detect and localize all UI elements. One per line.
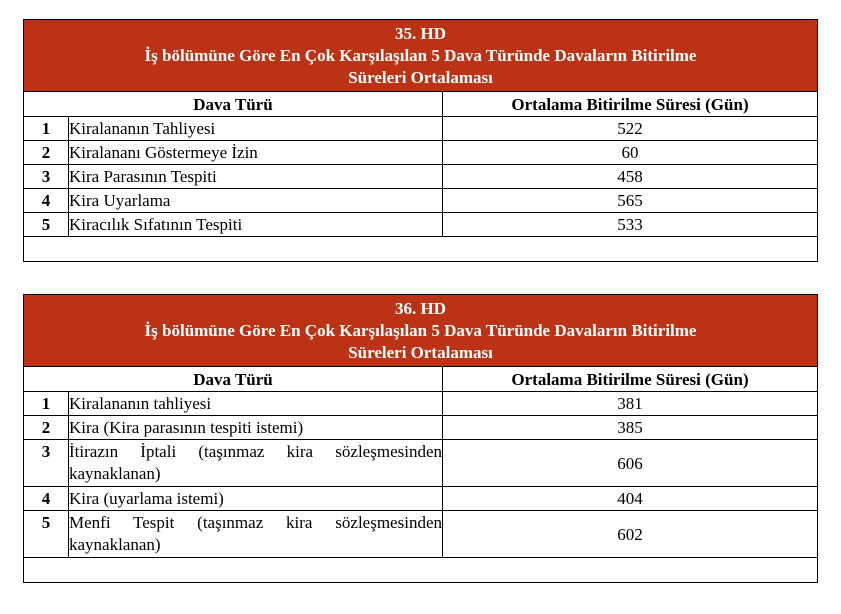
hd35-table — [23, 19, 818, 262]
duration-days: 381 — [443, 392, 818, 416]
table-row — [24, 511, 818, 558]
blank-cell — [24, 558, 818, 583]
case-type: Menfi Tespit (taşınmaz kira sözleşmesinden kaynaklanan) — [69, 511, 443, 558]
case-type: Kira Uyarlama — [69, 189, 443, 213]
duration-days: 602 — [443, 511, 818, 558]
hd36-col-duration-header: Ortalama Bitirilme Süresi (Gün) — [443, 367, 818, 392]
case-type: Kiralananı Göstermeye İzin — [69, 141, 443, 165]
hd36-heading: 36. HD — [395, 298, 446, 318]
row-number: 5 — [24, 213, 69, 237]
table-row — [24, 117, 818, 141]
case-type: İtirazın İptali (taşınmaz kira sözleşmesinden kaynaklanan) — [69, 440, 443, 487]
duration-days: 533 — [443, 213, 818, 237]
hd36-banner — [24, 295, 818, 367]
table-row — [24, 141, 818, 165]
duration-days: 60 — [443, 141, 818, 165]
row-number: 1 — [24, 392, 69, 416]
case-type: Kira (uyarlama istemi) — [69, 487, 443, 511]
row-number: 4 — [24, 189, 69, 213]
blank-row — [24, 237, 818, 262]
case-type: Kira (Kira parasının tespiti istemi) — [69, 416, 443, 440]
hd35-col-type-header: Dava Türü — [24, 92, 443, 117]
table-row — [24, 165, 818, 189]
blank-cell — [24, 237, 818, 262]
table-row — [24, 213, 818, 237]
row-number: 1 — [24, 117, 69, 141]
table-row — [24, 440, 818, 487]
table-row — [24, 392, 818, 416]
hd36-table — [23, 294, 818, 583]
duration-days: 404 — [443, 487, 818, 511]
duration-days: 565 — [443, 189, 818, 213]
hd35-subtitle-line1: İş bölümüne Göre En Çok Karşılaşılan 5 Dava Türünde Davaların Bitirilme — [144, 45, 697, 65]
hd35-heading: 35. HD — [395, 23, 446, 43]
duration-days: 385 — [443, 416, 818, 440]
row-number: 5 — [24, 511, 69, 558]
hd36-col-type-header: Dava Türü — [24, 367, 443, 392]
case-type: Kiralananın tahliyesi — [69, 392, 443, 416]
duration-days: 606 — [443, 440, 818, 487]
row-number: 4 — [24, 487, 69, 511]
table-row — [24, 416, 818, 440]
row-number: 3 — [24, 440, 69, 487]
hd36-subtitle-line2: Süreleri Ortalaması — [348, 342, 493, 362]
hd35-banner — [24, 20, 818, 92]
blank-row — [24, 558, 818, 583]
duration-days: 522 — [443, 117, 818, 141]
case-type: Kiralananın Tahliyesi — [69, 117, 443, 141]
row-number: 3 — [24, 165, 69, 189]
case-type: Kiracılık Sıfatının Tespiti — [69, 213, 443, 237]
row-number: 2 — [24, 141, 69, 165]
duration-days: 458 — [443, 165, 818, 189]
hd36-subtitle-line1: İş bölümüne Göre En Çok Karşılaşılan 5 Dava Türünde Davaların Bitirilme — [144, 320, 697, 340]
table-row — [24, 189, 818, 213]
hd35-col-duration-header: Ortalama Bitirilme Süresi (Gün) — [443, 92, 818, 117]
case-type: Kira Parasının Tespiti — [69, 165, 443, 189]
row-number: 2 — [24, 416, 69, 440]
table-row — [24, 487, 818, 511]
hd35-subtitle-line2: Süreleri Ortalaması — [348, 67, 493, 87]
